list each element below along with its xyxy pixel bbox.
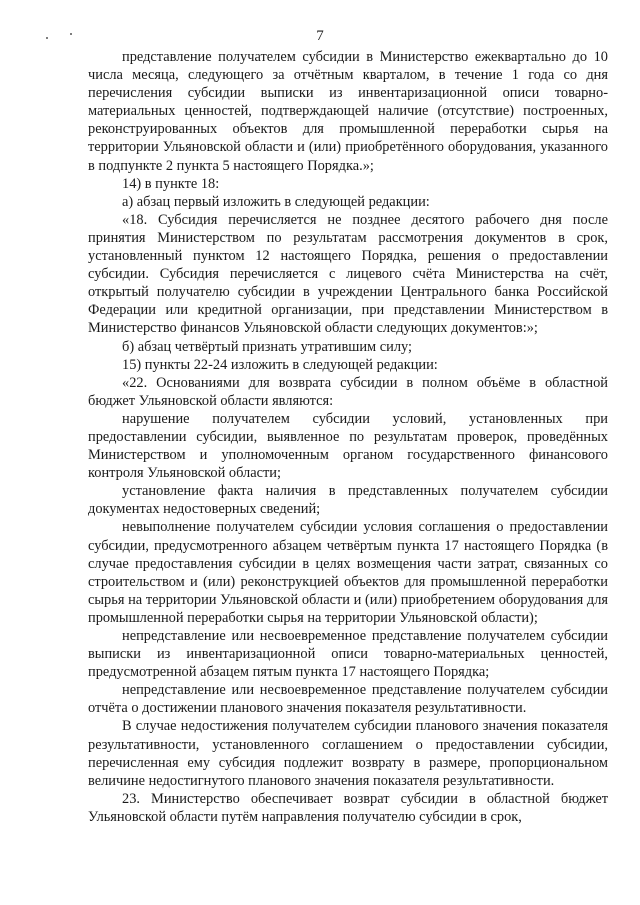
paragraph: 14) в пункте 18:	[122, 175, 220, 192]
paragraph: б) абзац четвёртый признать утратившим силу;	[122, 338, 413, 355]
page-number: 7	[316, 28, 324, 44]
paragraph: непредставление или несвоевременное представление получателем субсидии отчёта о достижении планового значения показателя результативности.	[88, 682, 608, 717]
paragraph: представление получателем субсидии в Министерство ежеквартально до 10 числа месяца, следующего за отчётным кварталом, в течение 1 года со дня перечисления субсидии выписки из инвентаризационной описи товарно-материальных ценностей, подтверждающей наличие (отсутствие) построенных, реконструированных объектов для промышленной переработки сырья на территории Ульяновской области и (или) приобретённого оборудования, указанного в подпункте 2 пункта 5 настоящего Порядка.»;	[88, 49, 608, 174]
paragraph: «18. Субсидия перечисляется не позднее десятого рабочего дня после принятия Министерством по результатам рассмотрения документов в срок, установленный пунктом 12 настоящего Порядка, решения о предоставлении субсидии. Субсидия перечисляется с лицевого счёта Министерства на счёт, открытый получателю субсидии в учреждении Центрального банка Российской Федерации или кредитной организации, при представлении Министерством в Министерство финансов Ульяновской области следующих документов:»;	[88, 211, 608, 337]
paragraph: непредставление или несвоевременное представление получателем субсидии выписки из инвентаризационной описи товарно-материальных ценностей, предусмотренной абзацем пятым пункта 17 настоящего Порядка;	[88, 628, 608, 681]
paragraph: невыполнение получателем субсидии условия соглашения о предоставлении субсидии, предусмотренного абзацем четвёртым пункта 17 настоящего Порядка (в случае предоставления субсидии в целях возмещения части затрат, связанных со строительством и (или) реконструкцией объектов для промышленной переработки сырья на территории Ульяновской области и (или) приобретением оборудования для промышленной переработки сырья на территории Ульяновской области);	[88, 519, 608, 626]
paragraph: «22. Основаниями для возврата субсидии в полном объёме в областной бюджет Ульяновской области являются:	[88, 374, 608, 409]
paragraph: установление факта наличия в представленных получателем субсидии документах недостоверных сведений;	[88, 483, 608, 518]
document-body	[88, 48, 608, 826]
paragraph: В случае недостижения получателем субсидии планового значения показателя результативности, установленного соглашением о предоставлении субсидии, перечисленная ему субсидия подлежит возврату в размере, пропорциональном величине недостигнутого планового значения показателя результативности.	[88, 718, 608, 789]
paragraph: 15) пункты 22-24 изложить в следующей редакции:	[122, 356, 438, 373]
paragraph: 23. Министерство обеспечивает возврат субсидии в областной бюджет Ульяновской области путём направления получателю субсидии в срок,	[88, 790, 608, 825]
paragraph: а) абзац первый изложить в следующей редакции:	[122, 193, 430, 210]
paragraph: нарушение получателем субсидии условий, установленных при предоставлении субсидии, выявленное по результатам проверок, проведённых Министерством и уполномоченным органом государственного финансового контроля Ульяновской области;	[88, 410, 608, 482]
